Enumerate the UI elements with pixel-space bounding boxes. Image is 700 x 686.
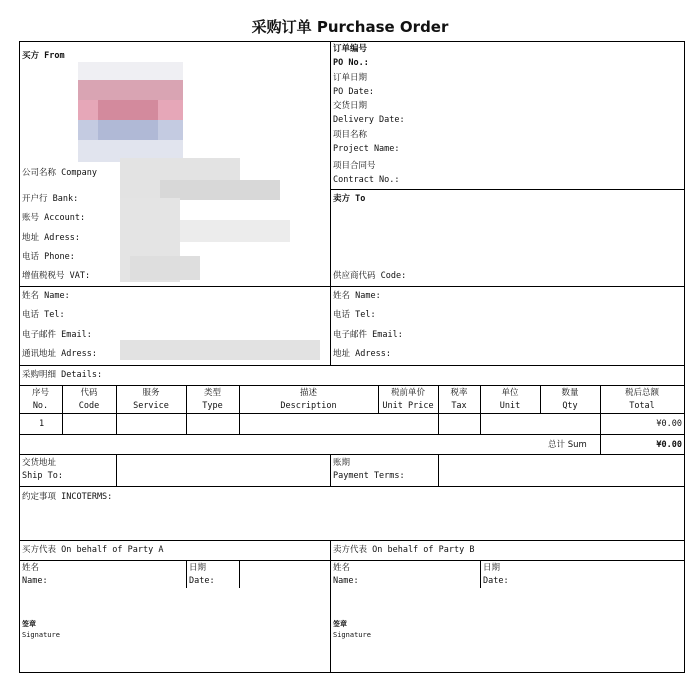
col-tax-en: Tax <box>451 401 467 411</box>
po-no-en: PO No.: <box>333 58 369 68</box>
party-b-name-cn: 姓名 <box>333 563 351 573</box>
payment-terms-cn: 账期 <box>333 458 351 468</box>
delivery-date-en: Delivery Date: <box>333 115 405 125</box>
party-a-name-en: Name: <box>22 576 48 586</box>
col-description-cn: 描述 <box>299 388 317 398</box>
party-b-heading: 卖方代表 On behalf of Party B <box>333 545 475 555</box>
col-service-en: Service <box>133 401 169 411</box>
supplier-code-label: 供应商代码 Code: <box>333 271 407 281</box>
col-service-cn: 服务 <box>142 388 160 398</box>
buyer-phone-label: 电话 Phone: <box>22 252 75 262</box>
details-heading: 采购明细 Details: <box>22 370 103 380</box>
po-date-en: PO Date: <box>333 87 374 97</box>
col-qty-en: Qty <box>562 401 578 411</box>
col-type-cn: 类型 <box>203 388 221 398</box>
project-name-en: Project Name: <box>333 144 400 154</box>
col-no-en: No. <box>32 401 49 411</box>
seller-contact-tel-label: 电话 Tel: <box>333 310 376 320</box>
col-total-en: Total <box>629 401 655 411</box>
party-a-name-cn: 姓名 <box>22 563 40 573</box>
col-unit-cn: 单位 <box>501 388 519 398</box>
buyer-address-label: 地址 Adress: <box>22 233 80 243</box>
col-code-cn: 代码 <box>80 388 98 398</box>
party-a-signature-cn: 签章 <box>22 620 36 628</box>
ship-to-en: Ship To: <box>22 471 63 481</box>
buyer-contact-email-label: 电子邮件 Email: <box>22 330 92 340</box>
party-b-name-en: Name: <box>333 576 359 586</box>
party-b-date-en: Date: <box>483 576 509 586</box>
party-a-heading: 买方代表 On behalf of Party A <box>22 545 164 555</box>
col-total-cn: 税后总额 <box>624 388 659 398</box>
col-unit-price-cn: 税前单价 <box>390 388 425 398</box>
redacted-mail-address <box>120 340 320 360</box>
po-no-cn: 订单编号 <box>333 44 368 54</box>
ship-to-cn: 交货地址 <box>22 458 57 468</box>
incoterms-label: 约定事项 INCOTERMS: <box>22 492 113 502</box>
buyer-bank-label: 开户行 Bank: <box>22 194 79 204</box>
col-type-en: Type <box>202 401 223 411</box>
buyer-company-label: 公司名称 Company <box>22 168 97 178</box>
payment-terms-en: Payment Terms: <box>333 471 405 481</box>
delivery-date-cn: 交货日期 <box>333 101 368 111</box>
col-code-en: Code <box>78 401 100 411</box>
seller-heading: 卖方 To <box>333 194 366 204</box>
party-b-date-cn: 日期 <box>483 563 501 573</box>
redacted-address <box>180 220 290 242</box>
col-unit-price-en: Unit Price <box>382 401 434 411</box>
col-tax-cn: 税率 <box>450 388 468 398</box>
buyer-heading: 买方 From <box>22 51 65 61</box>
party-a-signature-en: Signature <box>22 631 60 639</box>
party-a-date-cn: 日期 <box>189 563 207 573</box>
buyer-contact-address-label: 通讯地址 Adress: <box>22 349 97 359</box>
seller-contact-address-label: 地址 Adress: <box>333 349 391 359</box>
buyer-contact-tel-label: 电话 Tel: <box>22 310 65 320</box>
row-no: 1 <box>39 419 45 429</box>
sum-value: ¥0.00 <box>656 440 682 450</box>
contract-no-cn: 项目合同号 <box>333 161 376 171</box>
seller-contact-name-label: 姓名 Name: <box>333 291 381 301</box>
party-a-date-en: Date: <box>189 576 215 586</box>
col-unit-en: Unit <box>499 401 521 411</box>
row-total: ¥0.00 <box>656 419 682 429</box>
redacted-vat <box>130 256 200 280</box>
party-b-signature-cn: 签章 <box>333 620 347 628</box>
buyer-account-label: 账号 Account: <box>22 213 86 223</box>
redacted-company-2 <box>160 180 280 200</box>
contract-no-en: Contract No.: <box>333 175 400 185</box>
col-qty-cn: 数量 <box>561 388 579 398</box>
po-date-cn: 订单日期 <box>333 73 368 83</box>
party-b-signature-en: Signature <box>333 631 371 639</box>
redacted-logo <box>78 62 183 162</box>
buyer-vat-label: 增值税税号 VAT: <box>22 271 91 281</box>
seller-contact-email-label: 电子邮件 Email: <box>333 330 403 340</box>
col-description-en: Description <box>280 401 337 411</box>
col-no-cn: 序号 <box>31 388 49 398</box>
project-name-cn: 项目名称 <box>333 130 368 140</box>
buyer-contact-name-label: 姓名 Name: <box>22 291 70 301</box>
document-title: 采购订单 Purchase Order <box>251 18 449 36</box>
sum-label: 总计 Sum <box>548 440 587 450</box>
